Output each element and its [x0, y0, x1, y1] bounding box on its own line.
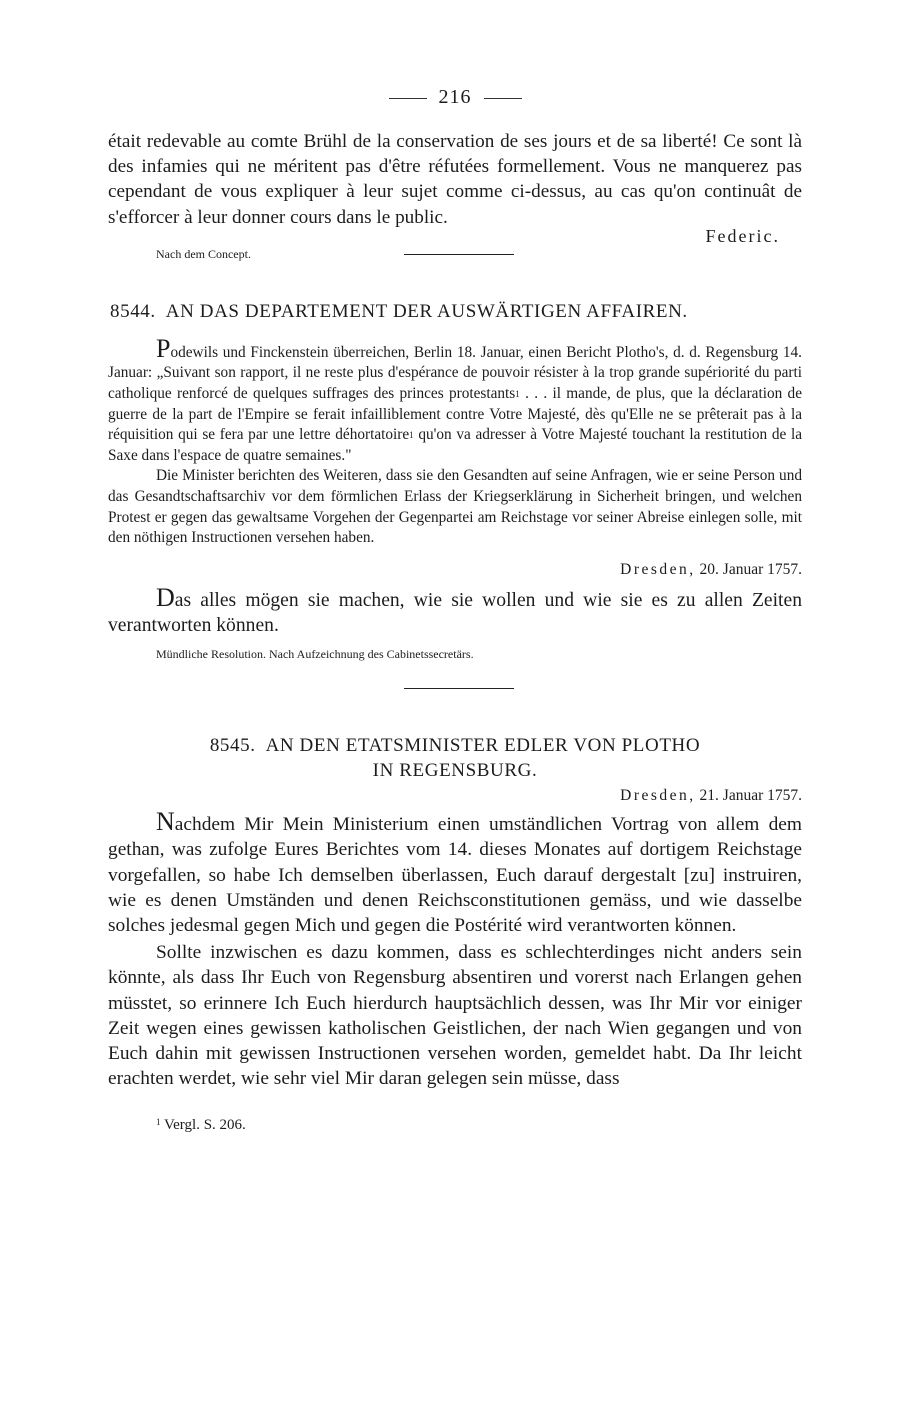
document-page — [108, 86, 802, 1149]
section-8544-report: Die Minister berichten des Weiteren, dass sie den Gesandten auf seine Anfragen, wie er seine Person und das Gesandtschaftsarchiv vor dem förmlichen Erlass der Kriegserklärung in Sicherheit bringen, und welchen Protest er gegen das gewaltsame Vorgehen der Gegenpartei am Reichstage vor seiner Abreise einlegen solle, mit den nöthigen Instructionen versehen haben. — [108, 467, 802, 547]
section-8545-date — [108, 787, 802, 805]
section-8544-heading — [110, 299, 802, 324]
section-8544-number: 8544. — [110, 300, 156, 322]
section-8544-date — [108, 561, 802, 579]
resolution-text: as alles mögen sie machen, wie sie wollen und wie sie es zu allen Zeiten verantworten können. — [108, 589, 802, 636]
date-place: Dresden, — [620, 560, 696, 578]
summary-text-1: odewils und Finckenstein überreichen, Berlin 18. Januar, einen Bericht Plotho's, d. d. Regensburg 14. Januar: „Suivant son rapport, il ne reste plus d'espérance de pouvoir résister à la trop grande supériorité du parti catholique renforcé de quelques suffrages des princes protestants — [108, 343, 802, 402]
header-dash-left — [389, 98, 427, 99]
section-8545-number: 8545. — [209, 735, 256, 757]
date-place: Dresden, — [620, 787, 696, 805]
continuation-paragraph: était redevable au comte Brühl de la conservation de ses jours et de sa liberté! Ce sont là des infamies qui ne méritent pas d'être réfutées formellement. Vous ne manquerez pas cependant de vous expliquer à leur sujet comme ci-dessus, au cas qu'on continuât de s'efforcer à leur donner cours dans le public. — [108, 131, 802, 228]
date-value: 21. Januar 1757. — [695, 787, 802, 805]
section-divider — [404, 254, 514, 255]
footnote-mark: 1 — [515, 389, 520, 399]
footnote-mark: 1 — [156, 1117, 161, 1128]
section-8544-resolution — [108, 582, 802, 638]
footnote-mark: 1 — [409, 430, 414, 441]
footnote-text: Vergl. S. 206. — [160, 1117, 246, 1134]
header-dash-right — [484, 98, 522, 99]
section-8544-source: Mündliche Resolution. Nach Aufzeichnung des Cabinetssecretärs. — [156, 647, 474, 662]
letter-text-1: achdem Mir Mein Ministerium einen umständlichen Vortrag von allem dem gethan, was zufolge Eures Berichtes vom 14. dieses Monates auf dortigem Reichstage vorgefallen, so habe Ich demselben überlassen, Euch darauf dergestalt [zu] instruiren, wie es denen Umständen und denen Reichsconstitutionen gemäss, und wie dasselbe solches jedesmal gegen Mich und gegen die Postérité wird verantworten können. — [108, 814, 802, 936]
section-8544-title: AN DAS DEPARTEMENT DER AUSWÄRTIGEN AFFAIREN. — [165, 300, 688, 322]
section-8545-title-line1: AN DEN ETATSMINISTER EDLER VON PLOTHO — [265, 735, 701, 757]
dropcap: P — [156, 333, 171, 363]
summary-text-2: . . . il mande, de plus, que la déclaration de guerre de la part de l'Empire se ferait infailliblement contre Votre Majesté, dès qu'Elle ne se prêterait pas à la réquisition qui se fera par une lettre déhortatoire — [108, 385, 802, 444]
dropcap: D — [156, 582, 175, 612]
section-8544-summary — [108, 333, 802, 467]
section-8545-heading — [108, 733, 802, 758]
section-divider — [404, 688, 514, 689]
page-number: 216 — [438, 86, 472, 108]
footnote — [156, 1117, 802, 1134]
summary-text-3: qu'on va adresser à Votre Majesté touchant la restitution de la Saxe dans l'espace de quatre semaines." — [108, 426, 802, 464]
section-8545-paragraph-1 — [108, 809, 802, 938]
signature: Federic. — [705, 225, 780, 246]
date-value: 20. Januar 1757. — [695, 560, 802, 578]
dropcap: N — [156, 807, 175, 837]
section-8545-title-line2: IN REGENSBURG. — [372, 760, 538, 782]
page-header — [108, 86, 802, 109]
continuation-source: Nach dem Concept. — [156, 246, 251, 261]
section-8545-paragraph-2: Sollte inzwischen es dazu kommen, dass es schlechterdinges nicht anders sein könnte, als dass Ihr Euch von Regensburg absentiren und vorerst nach Erlangen gehen müsstet, so erinnere Ich Euch hierdurch hauptsächlich dessen, was Ihr Mir vor einiger Zeit wegen eines gewissen katholischen Geistlichen, der nach Wien gegangen und von Euch dahin mit gewissen Instructionen versehen worden, gemeldet habt. Da Ihr leicht erachten werdet, wie sehr viel Mir daran gelegen sein müsse, dass — [108, 942, 802, 1090]
continuation-footer — [108, 225, 802, 262]
